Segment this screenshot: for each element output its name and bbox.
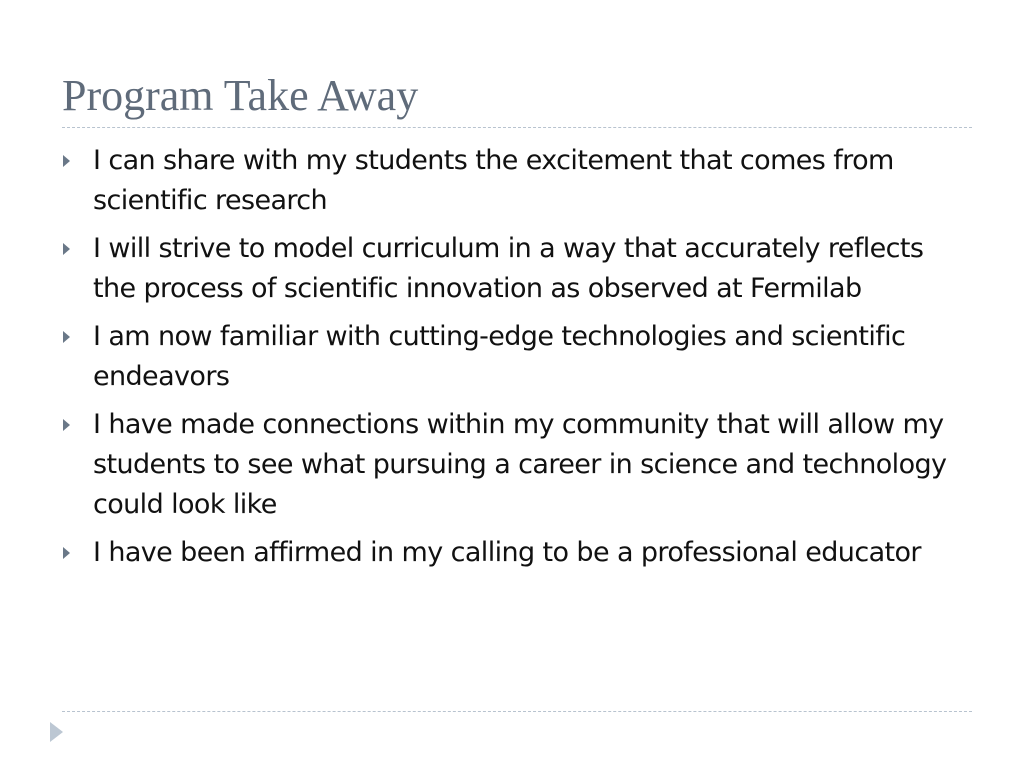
bullet-item (62, 405, 972, 525)
bullet-text: I am now familiar with cutting-edge technologies and scientific endeavors (93, 321, 906, 392)
triangle-bullet-icon (63, 419, 70, 431)
bullet-list (62, 141, 972, 581)
triangle-bullet-icon (63, 331, 70, 343)
bullet-item (62, 229, 972, 309)
bullet-item (62, 317, 972, 397)
bullet-text: I have been affirmed in my calling to be a professional educator (93, 537, 921, 568)
bullet-item (62, 533, 972, 573)
triangle-bullet-icon (63, 155, 70, 167)
triangle-bullet-icon (63, 243, 70, 255)
footer-divider (62, 711, 972, 712)
slide-title: Program Take Away (62, 71, 419, 120)
triangle-bullet-icon (63, 547, 70, 559)
bullet-text: I will strive to model curriculum in a way that accurately reflects the process of scientific innovation as observed at Fermilab (93, 233, 924, 304)
bullet-text: I can share with my students the excitement that comes from scientific research (93, 145, 894, 216)
bullet-text: I have made connections within my community that will allow my students to see what pursuing a career in science and technology could look like (93, 409, 947, 520)
title-divider (62, 127, 972, 128)
bullet-item (62, 141, 972, 221)
triangle-arrow-icon (50, 722, 63, 742)
